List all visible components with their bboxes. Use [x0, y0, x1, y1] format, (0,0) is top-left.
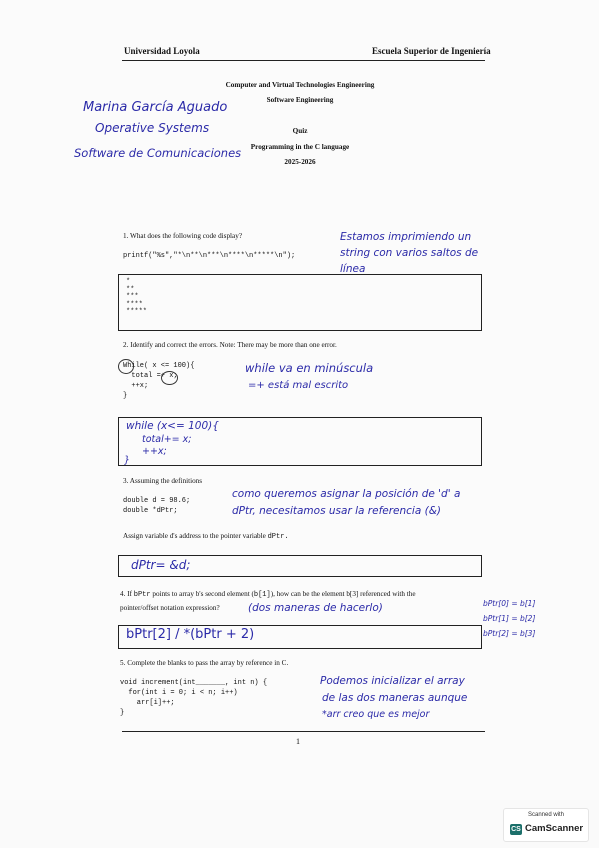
- q4-answer: bPtr[2] / *(bPtr + 2): [126, 627, 255, 642]
- q3-text: 3. Assuming the definitions: [123, 477, 203, 485]
- q2-circle-op: [161, 371, 178, 385]
- q1-answer-box: [118, 274, 482, 331]
- q2-note-1: while va en minúscula: [245, 361, 374, 375]
- q2-code: While( x <= 100){ total =+ x; ++x; }: [123, 362, 195, 400]
- q4-code-2: b[1]: [253, 591, 271, 599]
- header-school: Escuela Superior de Ingeniería: [372, 46, 491, 56]
- header-university: Universidad Loyola: [124, 46, 200, 56]
- q2-text: 2. Identify and correct the errors. Note: There may be more than one error.: [123, 341, 337, 349]
- student-name: Marina García Aguado: [83, 100, 228, 115]
- footer-rule: [122, 731, 485, 732]
- page-number: 1: [296, 737, 300, 746]
- title-quiz: Quiz: [292, 127, 308, 135]
- q4-side-1: bPtr[0] = b[1]: [483, 599, 536, 608]
- student-subject: Software de Comunicaciones: [74, 146, 242, 160]
- q1-code: printf("%s","*\n**\n***\n****\n*****\n");: [123, 252, 296, 260]
- q5-text: 5. Complete the blanks to pass the array by reference in C.: [120, 659, 289, 667]
- title-degree: Computer and Virtual Technologies Engineering: [225, 81, 375, 89]
- q3-assign: [123, 532, 289, 542]
- q5-code: void increment(int_______, int n) { for(int i = 0; i < n; i++) arr[i]++; }: [120, 679, 268, 717]
- q3-code: double d = 98.6; double *dPtr;: [123, 497, 191, 515]
- q4-text-c: ), how can be the element b[3] referenced with the: [270, 590, 416, 598]
- q2-answer-2: total+= x;: [142, 434, 192, 445]
- q2-answer-1: while (x<= 100){: [126, 420, 219, 432]
- title-year: 2025-2026: [284, 158, 316, 166]
- q1-note-3: línea: [340, 263, 366, 275]
- q5-note-3: *arr creo que es mejor: [322, 709, 430, 720]
- q4-side-3: bPtr[2] = b[3]: [483, 629, 536, 638]
- q3-answer: dPtr= &d;: [131, 558, 191, 572]
- q3-note-1: como queremos asignar la posición de 'd' a: [232, 488, 461, 500]
- q2-circle-w: [118, 359, 134, 374]
- q4-text-a: 4. If: [120, 590, 134, 598]
- q4-text: [120, 590, 416, 600]
- q4-text-b: points to array b's second element (: [150, 590, 254, 598]
- scanned-with-label: Scanned with: [527, 812, 565, 818]
- camscanner-name: CamScanner: [525, 823, 584, 834]
- camscanner-logo-icon: CS: [511, 826, 521, 833]
- q2-answer-4: }: [124, 455, 131, 466]
- q5-note-1: Podemos inicializar el array: [320, 675, 465, 687]
- q3-note-2: dPtr, necesitamos usar la referencia (&): [232, 505, 442, 517]
- student-course: Operative Systems: [95, 121, 210, 135]
- title-program: Software Engineering: [266, 96, 334, 104]
- q1-text: 1. What does the following code display?: [123, 232, 243, 240]
- q2-note-2: =+ está mal escrito: [248, 380, 349, 391]
- q2-answer-3: ++x;: [142, 446, 167, 457]
- title-subject: Programming in the C language: [250, 143, 350, 151]
- q4-text-line2: pointer/offset notation expression?: [120, 604, 220, 612]
- q1-answer: * ** *** **** *****: [126, 278, 148, 316]
- q4-side-2: bPtr[1] = b[2]: [483, 614, 536, 623]
- q5-note-2: de las dos maneras aunque: [322, 692, 468, 704]
- q1-note-2: string con varios saltos de: [340, 247, 479, 259]
- q3-assign-code: dPtr.: [267, 533, 289, 541]
- q4-code-1: bPtr: [133, 591, 151, 599]
- q1-note-1: Estamos imprimiendo un: [340, 231, 472, 243]
- q3-assign-text: Assign variable d's address to the pointer variable: [123, 532, 268, 540]
- q4-note: (dos maneras de hacerlo): [248, 602, 383, 614]
- header-rule: [122, 60, 485, 61]
- camscanner-watermark: [503, 808, 589, 842]
